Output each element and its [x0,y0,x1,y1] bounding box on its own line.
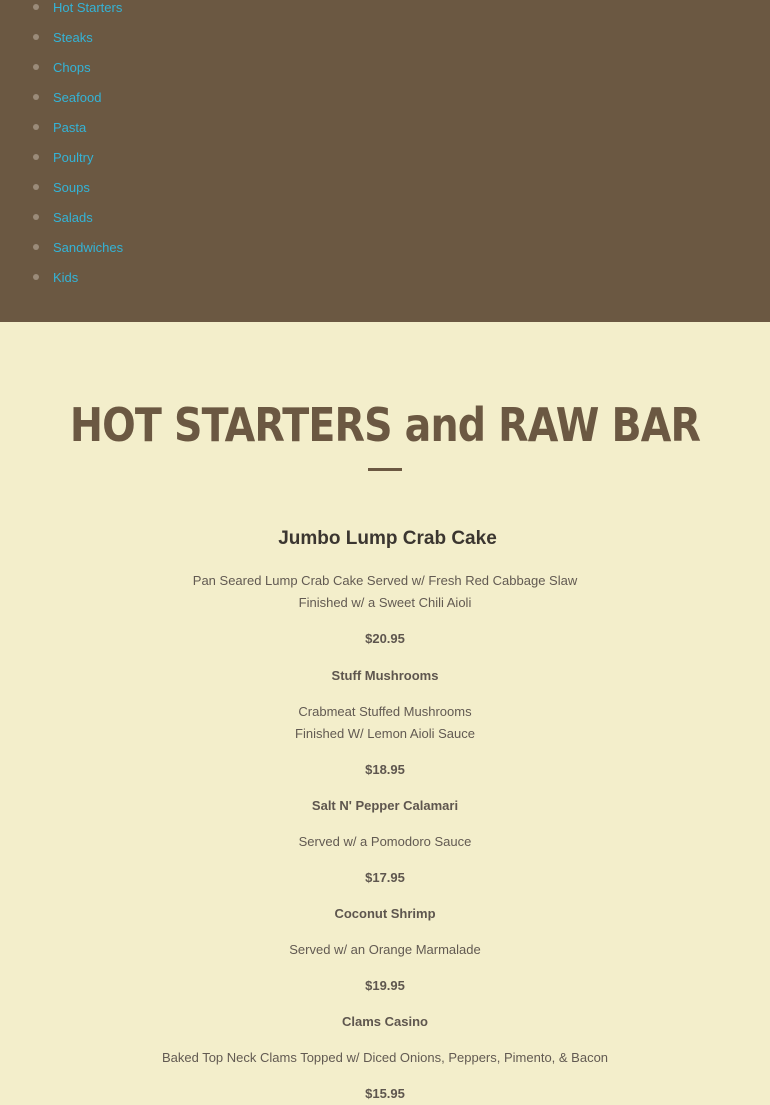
menu-item-price: $18.95 [365,762,405,777]
bullet-icon [33,94,39,100]
menu-item-description: Crabmeat Stuffed Mushrooms [298,704,472,719]
section-title: HOT STARTERS and RAW BAR [69,398,701,452]
nav-item-steaks [33,22,123,52]
menu-item-name: Stuff Mushrooms [331,668,439,683]
nav-link-poultry[interactable]: Poultry [53,149,94,165]
category-list [33,0,123,292]
menu-item-description: Finished w/ a Sweet Chili Aioli [298,595,472,610]
menu-item-description: Finished W/ Lemon Aioli Sauce [295,726,475,741]
nav-item-salads [33,202,123,232]
bullet-icon [33,274,39,280]
nav-item-soups [33,172,123,202]
menu-section [0,322,770,1099]
category-nav [0,0,770,322]
nav-item-chops [33,52,123,82]
menu-item-price: $17.95 [365,870,405,885]
nav-link-salads[interactable]: Salads [53,209,93,225]
bullet-icon [33,64,39,70]
nav-item-seafood [33,82,123,112]
nav-link-pasta[interactable]: Pasta [53,119,87,135]
bullet-icon [33,124,39,130]
bullet-icon [33,34,39,40]
menu-item-name: Salt N' Pepper Calamari [311,798,459,813]
nav-link-hot-starters[interactable]: Hot Starters [53,0,123,15]
nav-link-kids[interactable]: Kids [53,269,79,285]
menu-item-description: Baked Top Neck Clams Topped w/ Diced Onions, Peppers, Pimento, & Bacon [161,1050,609,1065]
bullet-icon [33,184,39,190]
nav-item-pasta [33,112,123,142]
nav-link-soups[interactable]: Soups [53,179,90,195]
nav-item-hot-starters [33,0,123,22]
title-divider [368,468,402,471]
menu-item-price: $15.95 [365,1086,405,1101]
menu-item-price: $20.95 [365,631,405,646]
menu-item-description: Served w/ an Orange Marmalade [289,942,481,957]
bullet-icon [33,214,39,220]
bullet-icon [33,244,39,250]
nav-link-chops[interactable]: Chops [53,59,91,75]
bullet-icon [33,4,39,10]
nav-item-sandwiches [33,232,123,262]
nav-item-poultry [33,142,123,172]
bullet-icon [33,154,39,160]
menu-item-name: Coconut Shrimp [334,906,436,921]
nav-link-seafood[interactable]: Seafood [53,89,102,105]
menu-item-price: $19.95 [365,978,405,993]
nav-link-steaks[interactable]: Steaks [53,29,93,45]
menu-item-description: Pan Seared Lump Crab Cake Served w/ Fresh Red Cabbage Slaw [192,573,578,588]
nav-item-kids [33,262,123,292]
menu-item-name: Jumbo Lump Crab Cake [278,528,497,549]
menu-item-description: Served w/ a Pomodoro Sauce [298,834,472,849]
nav-link-sandwiches[interactable]: Sandwiches [53,239,124,255]
menu-item-name: Clams Casino [342,1014,428,1029]
